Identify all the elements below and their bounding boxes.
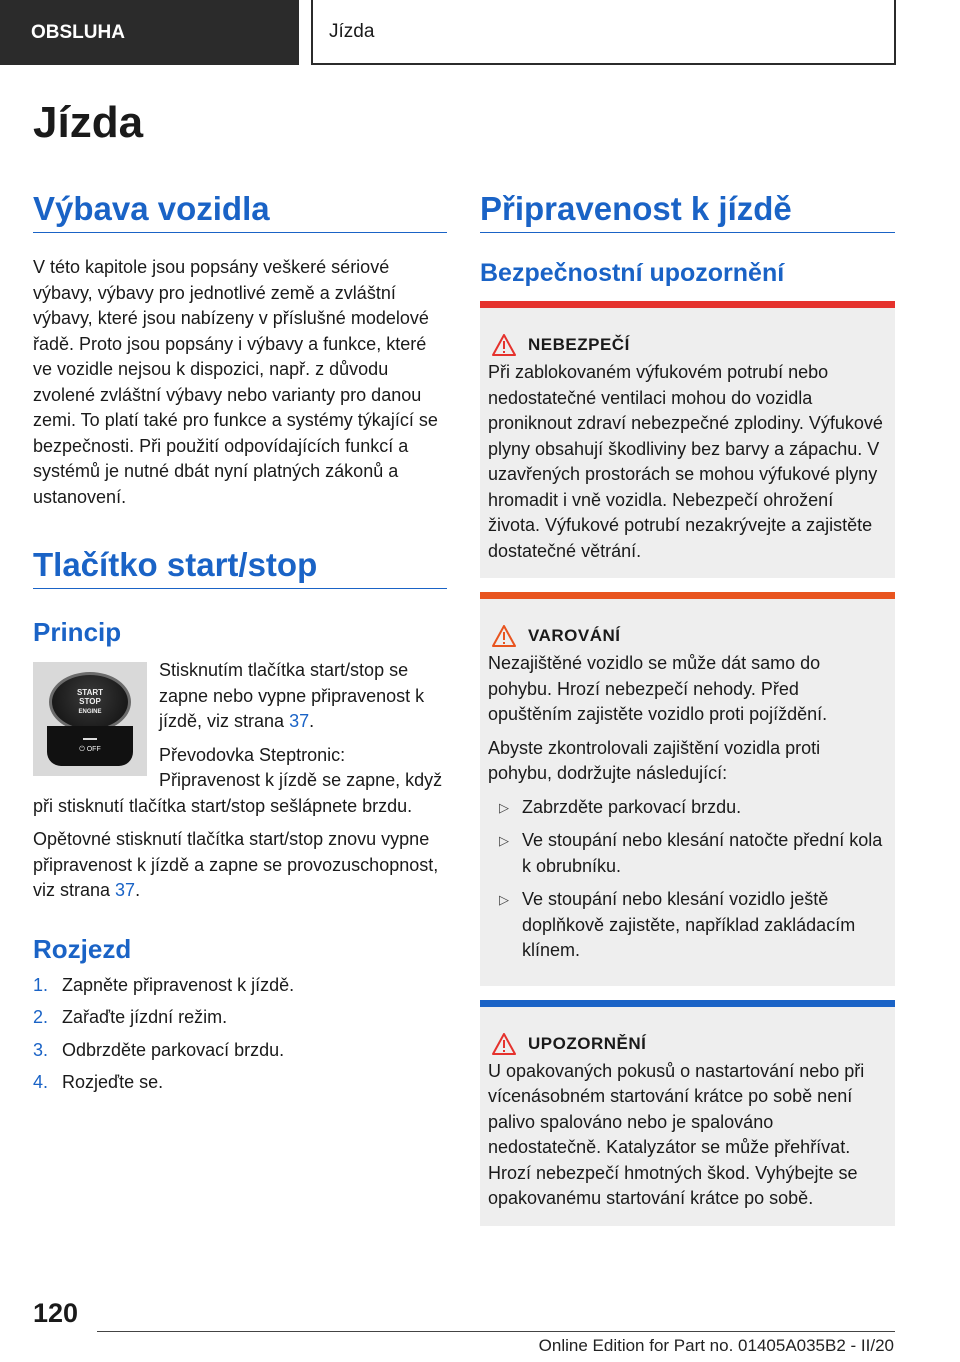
danger-notice xyxy=(480,301,895,578)
warning-triangle-icon xyxy=(492,334,516,356)
step-number: 2. xyxy=(33,1007,49,1027)
princip-p1-text: Stisknutím tlačítka start/stop se zapne nebo vypne připravenost k jízdě, viz strana xyxy=(159,660,425,731)
list-item-text: Ve stoupání nebo klesání vozidlo ještě doplňkově zajistěte, například zakládacím klínem. xyxy=(522,889,856,960)
step-text: Zapněte připravenost k jízdě. xyxy=(62,974,295,995)
bullet-triangle-icon: ▷ xyxy=(499,833,509,848)
knob-label-stop: STOP xyxy=(79,696,101,706)
right-column xyxy=(480,190,895,1226)
bullet-triangle-icon: ▷ xyxy=(499,799,509,815)
chapter-header xyxy=(311,0,896,65)
section-tab xyxy=(0,0,299,65)
step-number: 4. xyxy=(33,1072,49,1092)
vybava-text: V této kapitole jsou popsány veškeré sériové výbavy, výbavy pro jednotlivé země a zvláštní výbavy, které jsou nabízeny v příslušné modelové řadě. Proto jsou popsány i výbavy a funkce, které ve vozidle nejsou k dispozici, např. z důvodu zvolené zvláštní výbavy nebo varianty pro danou zemi. To platí také pro funkce a systémy týkající se bezpečnosti. Při použití odpovídajících funkcí a systémů je nutné dbát nyní platných zákonů a ustanovení. xyxy=(33,257,438,507)
auto-off-label: ⏻ OFF xyxy=(79,746,101,753)
warning-notice xyxy=(480,592,895,986)
warning-label: VAROVÁNÍ xyxy=(528,626,621,645)
list-item xyxy=(488,795,887,821)
princip-p1-end: . xyxy=(309,711,315,731)
footer-divider xyxy=(97,1331,895,1332)
caution-notice xyxy=(480,1000,895,1226)
step-text: Rozjeďte se. xyxy=(62,1072,164,1092)
heading-rozjezd: Rozjezd xyxy=(33,933,132,964)
page-link-37[interactable]: 37 xyxy=(115,880,136,900)
warning-checklist xyxy=(488,795,887,964)
knob-label-start: START xyxy=(76,687,104,697)
heading-princip: Princip xyxy=(33,617,122,647)
list-item xyxy=(33,973,447,999)
rozjezd-steps xyxy=(33,973,447,1096)
heading-pripravenost: Připravenost k jízdě xyxy=(480,190,895,233)
start-stop-knob xyxy=(49,672,131,732)
warning-text-1: Nezajištěné vozidlo se může dát samo do pohybu. Hrozí nebezpečí nehody. Před opuštěním zajistěte vozidlo proti pojíždění. xyxy=(488,653,828,724)
list-item xyxy=(33,1005,447,1031)
princip-p3-end: . xyxy=(135,880,141,900)
knob-label-engine: ENGINE xyxy=(78,708,102,715)
danger-label: NEBEZPEČÍ xyxy=(528,335,630,354)
heading-vybava: Výbava vozidla xyxy=(33,190,447,233)
list-item-text: Zabrzděte parkovací brzdu. xyxy=(522,796,742,817)
indicator-dash xyxy=(83,738,97,740)
caution-text: U opakovaných pokusů o nastartování nebo při vícenásobném startování krátce po sobě není palivo spalováno nebo je spalováno nedostatečně. Katalyzátor se může přehřívat. Hrozí nebezpečí hmotných škod. Vyhýbejte se opakovanému startování krátce po sobě. xyxy=(488,1060,865,1208)
princip-p3-text: Opětovné stisknutí tlačítka start/stop znovu vypne připravenost k jízdě a zapne se provozuschopnost, viz strana xyxy=(33,829,439,900)
bullet-triangle-icon: ▷ xyxy=(499,892,509,907)
page-number: 120 xyxy=(33,1298,79,1328)
warning-triangle-icon xyxy=(492,1033,516,1055)
page-title: Jízda xyxy=(33,98,144,147)
start-stop-base xyxy=(47,726,133,766)
chapter-label: Jízda xyxy=(329,20,375,42)
list-item xyxy=(488,887,887,964)
list-item xyxy=(488,828,887,879)
danger-text: Při zablokovaném výfukovém potrubí nebo nedostatečné ventilaci mohou do vozidla proniknout zdraví nebezpečné zplodiny. Výfukové plyny obsahují škodliviny bez barvy a zápachu. V uzavřených prostorách se mohou výfukové plyny hromadit i vně vozidla. Nebezpečí ohrožení života. Výfukové potrubí nezakrývejte a zajistěte dostatečné větrání. xyxy=(488,362,883,561)
step-text: Odbrzděte parkovací brzdu. xyxy=(62,1039,285,1060)
page-link-37[interactable]: 37 xyxy=(289,711,310,731)
section-label: OBSLUHA xyxy=(31,21,125,43)
princip-p3 xyxy=(33,827,447,904)
warning-triangle-icon xyxy=(492,625,516,647)
list-item-text: Ve stoupání nebo klesání natočte přední kola k obrubníku. xyxy=(522,830,883,876)
list-item xyxy=(33,1070,447,1096)
notice-header xyxy=(488,1033,887,1055)
princip-p2: Převodovka Steptronic: Připravenost k jízdě se zapne, když při stisknutí tlačítka start/stop sešlápnete brzdu. xyxy=(33,744,443,816)
heading-bezpecnostni-upozorneni: Bezpečnostní upozornění xyxy=(480,259,785,287)
step-number: 1. xyxy=(33,974,49,995)
edition-note: Online Edition for Part no. 01405A035B2 - II/20 xyxy=(538,1336,894,1355)
start-stop-button-image xyxy=(33,662,147,776)
caution-label: UPOZORNĚNÍ xyxy=(528,1033,647,1053)
step-number: 3. xyxy=(33,1039,49,1060)
notice-header xyxy=(488,334,887,356)
warning-text-2: Abyste zkontrolovali zajištění vozidla proti pohybu, dodržujte následující: xyxy=(488,737,821,783)
heading-start-stop: Tlačítko start/stop xyxy=(33,546,447,589)
princip-block xyxy=(33,658,447,904)
list-item xyxy=(33,1038,447,1064)
left-column xyxy=(33,190,447,1103)
notice-header xyxy=(488,625,887,647)
step-text: Zařaďte jízdní režim. xyxy=(62,1007,228,1027)
